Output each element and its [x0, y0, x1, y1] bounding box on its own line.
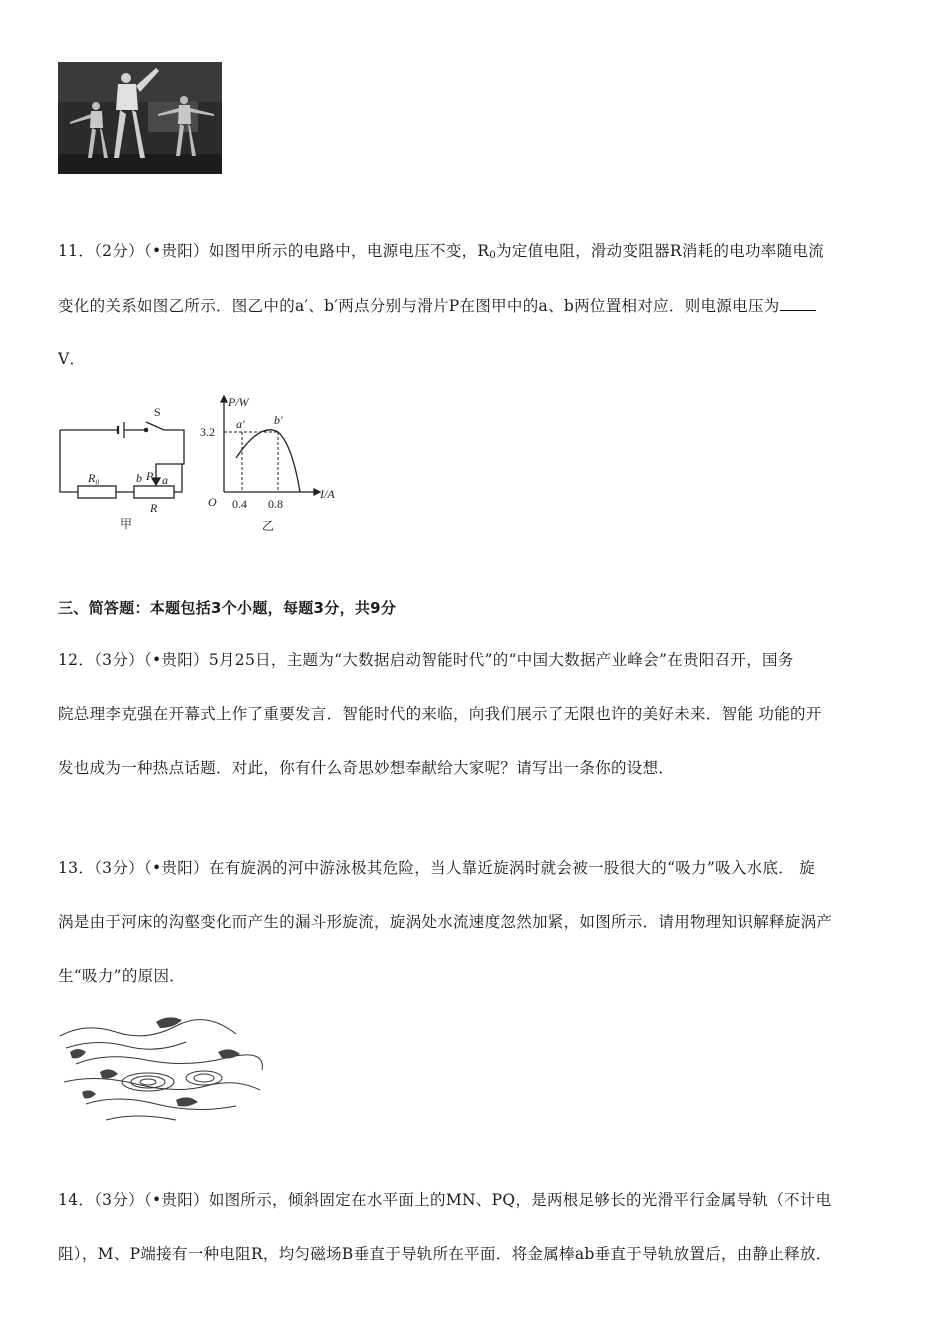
x-axis-label: I/A: [320, 487, 335, 501]
q12-line-3: 发也成为一种热点话题．对此，你有什么奇思妙想奉献给大家呢？请写出一条你的设想．: [58, 759, 675, 777]
slider-a-label: a: [162, 473, 168, 487]
q11-line-3: V．: [58, 350, 86, 368]
origin-label: O: [208, 495, 217, 509]
q14-line-1: 14．（3分）（•贵阳）如图所示，倾斜固定在水平面上的MN、PQ，是两根足够长的光滑平行金属导轨（不计电: [58, 1191, 832, 1209]
q13-line-1: 13．（3分）（•贵阳）在有旋涡的河中游泳极其危险，当人靠近旋涡时就会被一股很大的“吸力”吸入水底． 旋: [58, 859, 816, 877]
x-tick-04: 0.4: [232, 497, 247, 511]
figure-jia-label: 甲: [120, 517, 133, 531]
section-heading: 三、简答题：本题包括3个小题，每题3分，共9分: [58, 599, 397, 617]
q12-line-1: 12．（3分）（•贵阳）5月25日，主题为“大数据启动智能时代”的“中国大数据产业峰会”在贵阳召开，国务: [58, 651, 794, 669]
q14-line-2: 阻），M、P端接有一种电阻R，均匀磁场B垂直于导轨所在平面．将金属棒ab垂直于导轨放置后，由静止释放．: [58, 1245, 832, 1263]
q12-line-2: 院总理李克强在开幕式上作了重要发言．智能时代的来临，向我们展示了无限也许的美好未来．智能 功能的开: [58, 705, 822, 723]
r0-label: R₀: [88, 471, 100, 485]
q11-line-1: 11．（2分）（•贵阳）如图甲所示的电路中，电源电压不变，$R_0$为定值电阻，滑动变阻器R消耗的电功率随电流: [58, 242, 825, 261]
answer-blank: [780, 295, 816, 311]
y-axis-label: P/W: [228, 395, 249, 409]
point-a-prime: a′: [236, 417, 245, 431]
switch-label: S: [154, 405, 161, 419]
circuit-and-graph-figure: [56, 392, 356, 542]
y-tick-label: 3.2: [200, 425, 215, 439]
q13-line-3: 生“吸力”的原因．: [58, 967, 186, 985]
slider-p-label: P: [146, 469, 154, 483]
q11-line-2: 变化的关系如图乙所示．图乙中的a′、b′两点分别与滑片P在图甲中的a、b两位置相对应．则电源电压为: [58, 295, 816, 316]
q13-line-2: 涡是由于河床的沟壑变化而产生的漏斗形旋流，旋涡处水流速度忽然加紧，如图所示．请用物理知识解释旋涡产: [58, 913, 833, 931]
rheostat-label: R: [150, 501, 158, 515]
point-b-prime: b′: [274, 413, 283, 427]
slider-b-label: b: [136, 471, 142, 485]
x-tick-08: 0.8: [268, 497, 283, 511]
whirlpool-sketch: [56, 1008, 268, 1134]
ballet-photo: [58, 62, 222, 174]
figure-yi-label: 乙: [262, 519, 275, 533]
